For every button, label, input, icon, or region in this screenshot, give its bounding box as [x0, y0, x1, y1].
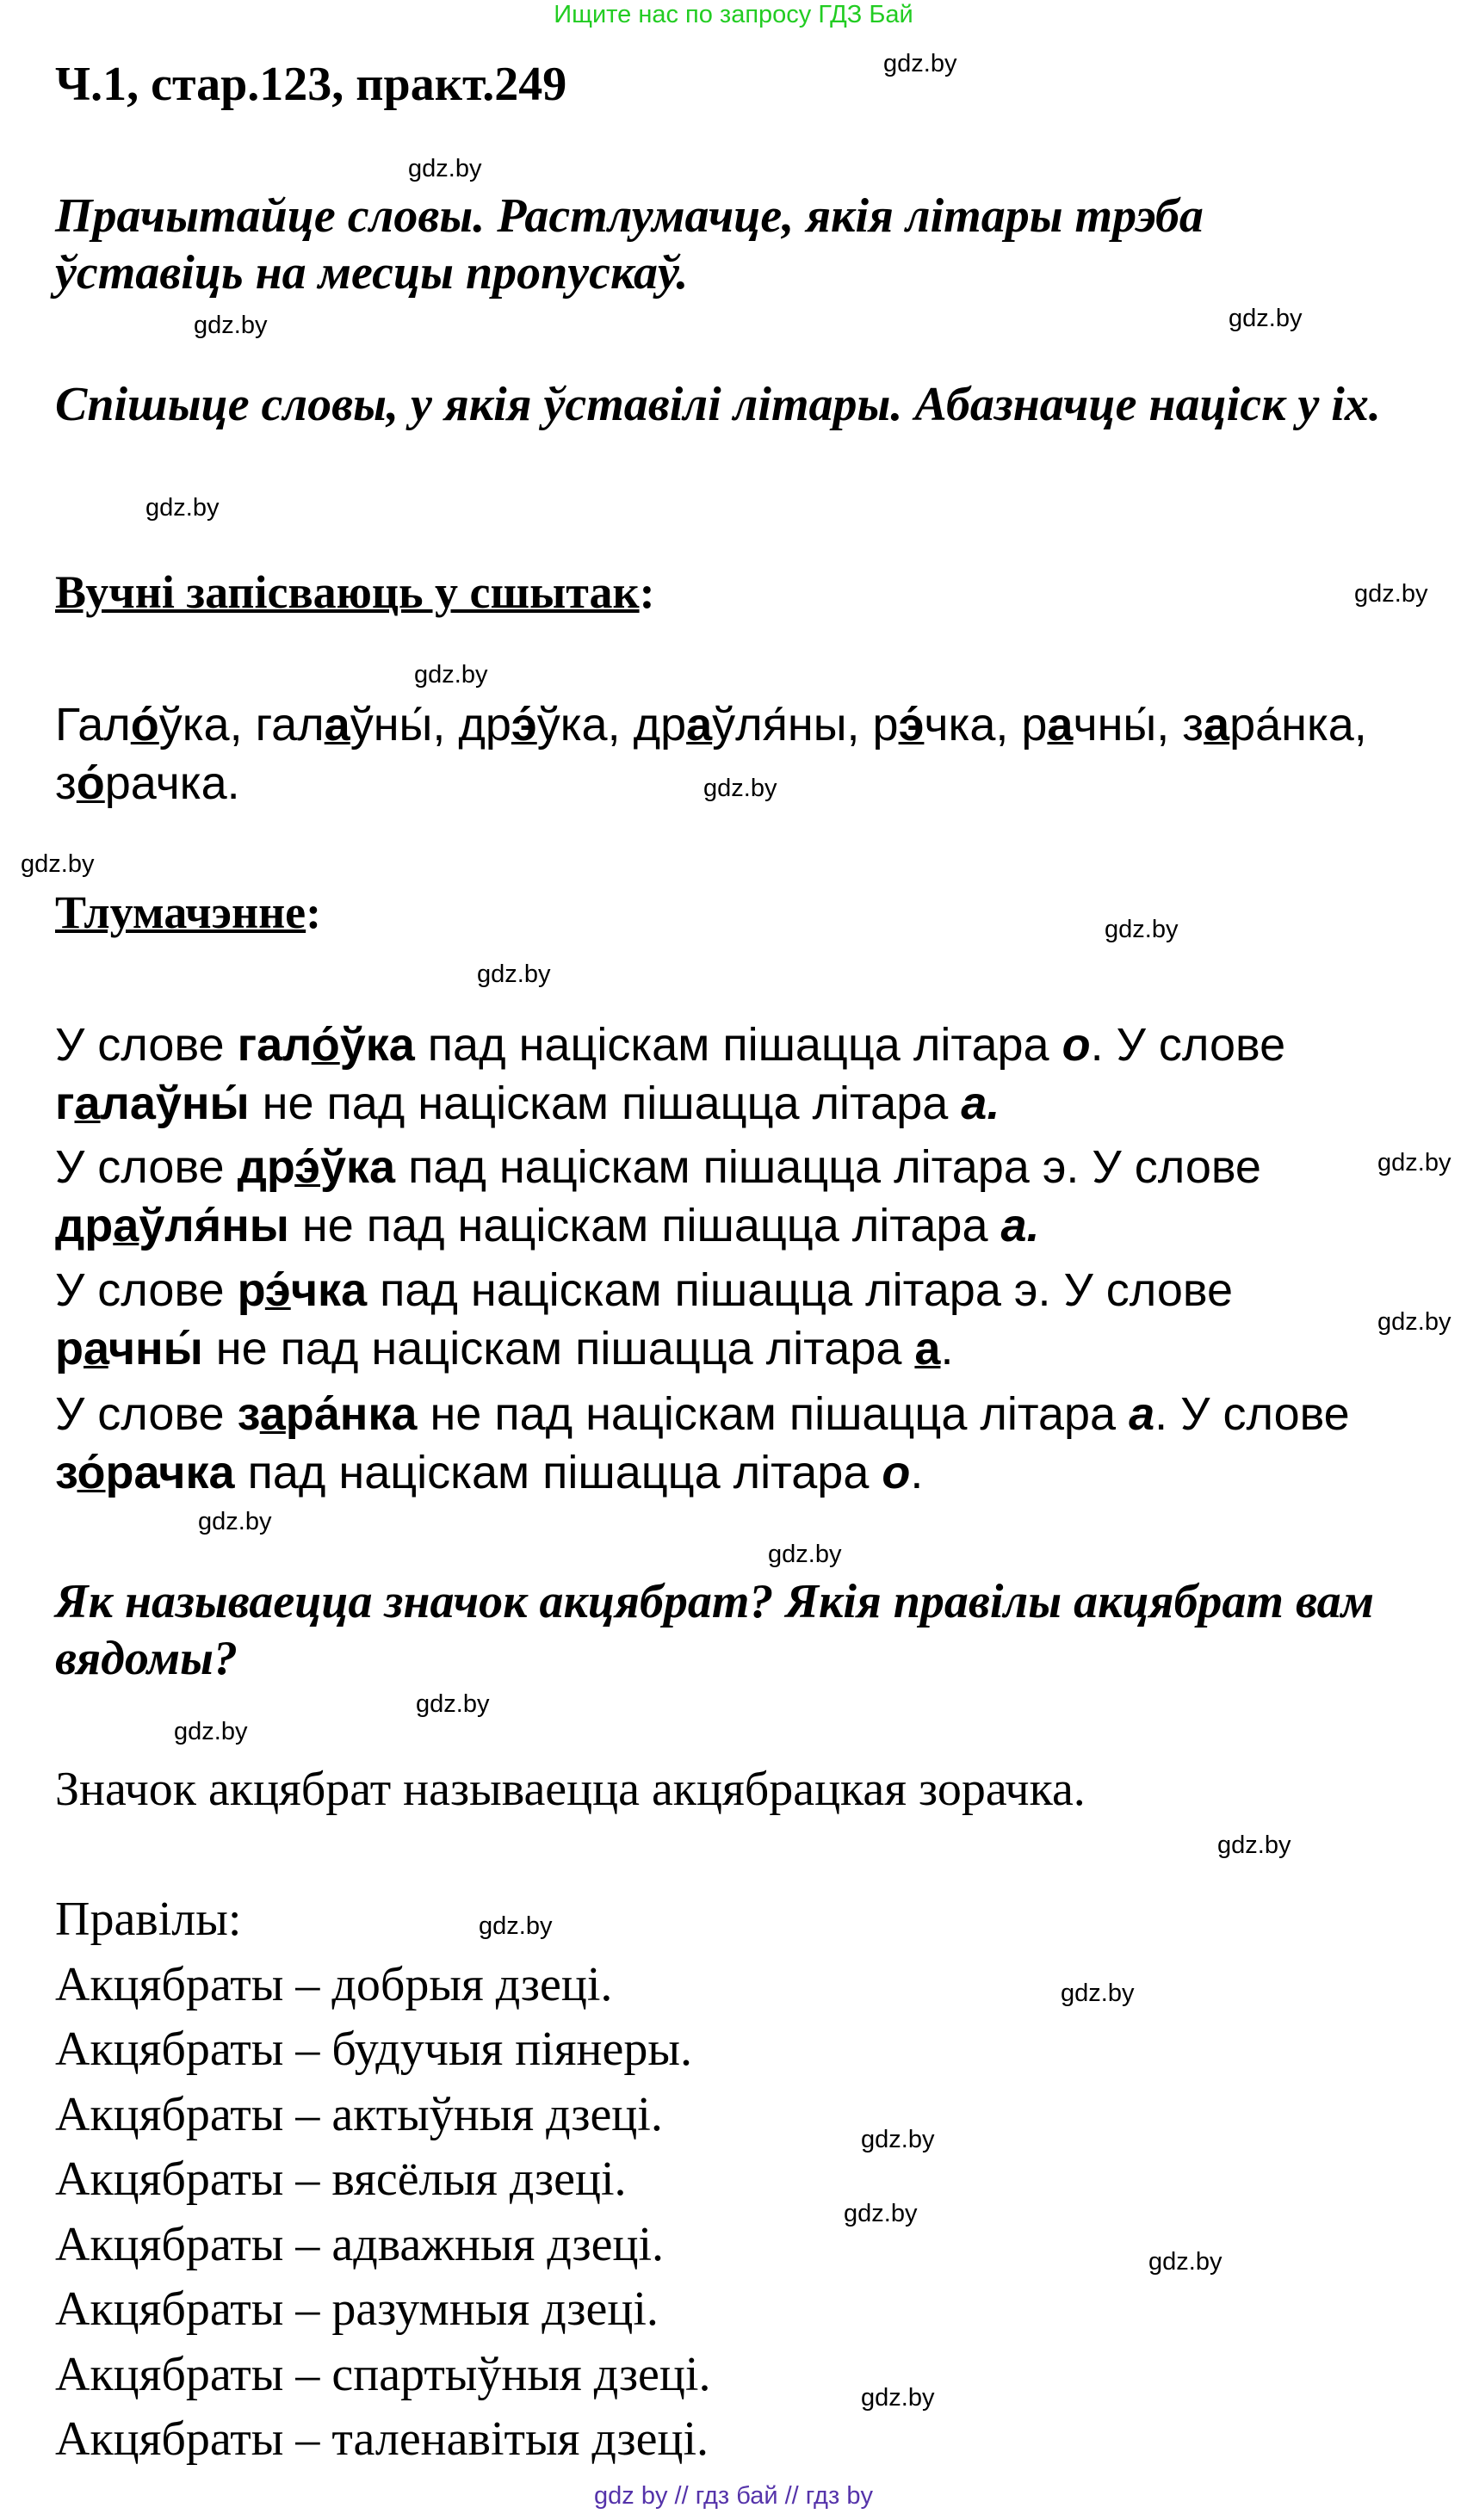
- text-segment: не пад націскам пішацца літара: [417, 1388, 1130, 1440]
- watermark: gdz.by: [861, 2126, 935, 2153]
- text-segment: а.: [1000, 1200, 1040, 1251]
- highlighted-letter: э́: [898, 699, 925, 750]
- text-segment: У слове: [55, 1019, 238, 1071]
- watermark: gdz.by: [21, 850, 95, 878]
- text-segment: не пад націскам пішацца літара: [202, 1323, 915, 1374]
- text-segment: э: [1013, 1264, 1038, 1316]
- watermark: gdz.by: [1217, 1831, 1291, 1859]
- text-segment: г: [55, 1078, 75, 1129]
- watermark: gdz.by: [1148, 2248, 1222, 2276]
- rule-item: Акцябраты – разумныя дзеці.: [55, 2282, 659, 2336]
- text-segment: ўка, гал: [158, 699, 325, 750]
- text-segment: ўка: [339, 1019, 415, 1071]
- explanation-heading: [55, 885, 321, 940]
- rule-item: Акцябраты – будучыя піянеры.: [55, 2023, 692, 2076]
- text-segment: др: [55, 1200, 114, 1251]
- text-segment: У слове: [55, 1264, 238, 1316]
- text-segment: з: [55, 1447, 77, 1498]
- highlighted-letter: о́: [76, 757, 105, 809]
- text-segment: др: [237, 1141, 295, 1193]
- watermark: gdz.by: [174, 1718, 248, 1745]
- watermark: gdz.by: [194, 312, 268, 339]
- heading-colon: :: [306, 886, 322, 938]
- highlighted-letter: а: [84, 1323, 108, 1374]
- rule-item: Акцябраты – добрыя дзеці.: [55, 1958, 613, 2011]
- text-segment: э: [1042, 1141, 1067, 1193]
- question: Як называецца значок акцябрат? Якія правілы акцябрат вам вядомы?: [55, 1575, 1374, 1685]
- text-segment: У слове: [55, 1141, 238, 1193]
- text-segment: гал: [237, 1019, 312, 1071]
- text-segment: пад націскам пішацца літара: [414, 1019, 1062, 1071]
- text-segment: ра́нка: [285, 1388, 418, 1440]
- badge-answer: Значок акцябрат называецца акцябрацкая зорачка.: [55, 1763, 1086, 1816]
- explanation-paragraph: [55, 1016, 1398, 1133]
- text-segment: а: [1129, 1388, 1155, 1440]
- task-instruction-2: Спішыце словы, у якія ўставілі літары. Абазначце націск у іх.: [55, 378, 1381, 431]
- text-segment: .: [940, 1323, 954, 1374]
- text-segment: а.: [961, 1078, 1000, 1129]
- highlighted-letter: о́: [130, 699, 159, 750]
- text-segment: о: [1062, 1019, 1091, 1071]
- text-segment: ўля́ны: [139, 1200, 289, 1251]
- students-write-heading: [55, 565, 655, 620]
- search-banner[interactable]: Ищите нас по запросу ГДЗ Бай: [554, 1, 913, 28]
- text-segment: о: [882, 1447, 911, 1498]
- text-segment: лаўны́: [100, 1078, 250, 1129]
- watermark: gdz.by: [479, 1912, 553, 1940]
- text-segment: з: [55, 757, 77, 809]
- text-segment: пад націскам пішацца літара: [395, 1141, 1043, 1193]
- watermark: gdz.by: [861, 2384, 935, 2412]
- watermark: gdz.by: [1105, 916, 1179, 943]
- highlighted-letter: а: [74, 1078, 101, 1129]
- text-segment: . У слове: [1037, 1264, 1234, 1316]
- watermark: gdz.by: [1229, 305, 1303, 332]
- watermark: gdz.by: [198, 1508, 272, 1535]
- text-segment: рачка: [105, 1447, 235, 1498]
- task-instruction-1: Прачытайце словы. Растлумачце, якія літары трэба ўставіць на месцы пропускаў.: [55, 189, 1204, 300]
- highlighted-letter: э́: [294, 1141, 320, 1193]
- highlighted-letter: а: [324, 699, 350, 750]
- text-segment: У слове: [55, 1388, 238, 1440]
- highlighted-letter: а: [1204, 699, 1230, 750]
- text-segment: ра́нка,: [1229, 699, 1367, 750]
- text-segment: не пад націскам пішацца літара: [288, 1200, 1001, 1251]
- text-segment: ўля́ны, р: [712, 699, 899, 750]
- watermark: gdz.by: [1377, 1308, 1452, 1336]
- rule-item: Акцябраты – актыўныя дзеці.: [55, 2088, 663, 2141]
- text-segment: не пад націскам пішацца літара: [249, 1078, 962, 1129]
- explanation-label: Тлумачэнне: [55, 886, 306, 938]
- highlighted-letter: э́: [511, 699, 537, 750]
- explanation-paragraph: [55, 1385, 1398, 1502]
- text-segment: . У слове: [1066, 1141, 1261, 1193]
- text-segment: пад націскам пішацца літара: [367, 1264, 1014, 1316]
- text-segment: ўка, др: [536, 699, 687, 750]
- watermark: gdz.by: [416, 1690, 490, 1718]
- rule-item: Акцябраты – спартыўныя дзеці.: [55, 2348, 711, 2401]
- rule-item: Акцябраты – вясёлыя дзеці.: [55, 2152, 627, 2206]
- text-segment: чны́, з: [1073, 699, 1204, 750]
- rule-item: Акцябраты – адважныя дзеці.: [55, 2218, 664, 2271]
- highlighted-letter: а: [113, 1200, 139, 1251]
- text-segment: Гал: [55, 699, 131, 750]
- text-segment: пад націскам пішацца літара: [234, 1447, 882, 1498]
- watermark: gdz.by: [414, 661, 488, 689]
- rule-item: Акцябраты – таленавітыя дзеці.: [55, 2412, 709, 2466]
- text-segment: ўка: [319, 1141, 396, 1193]
- page-title: Ч.1, стар.123, практ.249: [55, 58, 567, 111]
- answer-line: [55, 754, 240, 812]
- heading-colon: :: [639, 566, 655, 618]
- highlighted-letter: а: [259, 1388, 286, 1440]
- text-segment: .: [910, 1447, 924, 1498]
- answer-line: [55, 695, 1367, 754]
- text-segment: з: [237, 1388, 260, 1440]
- students-write-label: Вучні запісваюць у сшытак: [55, 566, 640, 618]
- explanation-paragraph: [55, 1138, 1346, 1255]
- watermark: gdz.by: [477, 960, 551, 988]
- watermark: gdz.by: [703, 775, 777, 802]
- highlighted-letter: э́: [264, 1264, 291, 1316]
- highlighted-letter: а: [1047, 699, 1074, 750]
- watermark: gdz.by: [408, 155, 482, 182]
- watermark: gdz.by: [145, 494, 220, 522]
- rules-label: Правілы:: [55, 1893, 242, 1946]
- highlighted-letter: а: [686, 699, 713, 750]
- watermark: gdz.by: [1354, 580, 1428, 608]
- text-segment: чка, р: [924, 699, 1048, 750]
- highlighted-letter: о́: [77, 1447, 106, 1498]
- watermark: gdz.by: [768, 1541, 842, 1568]
- watermark: gdz.by: [1061, 1980, 1135, 2007]
- highlighted-letter: а: [914, 1323, 941, 1374]
- text-segment: ўны́, др: [350, 699, 511, 750]
- text-segment: чны́: [108, 1323, 203, 1374]
- footer-links[interactable]: gdz by // гдз бай // гдз by: [594, 2482, 873, 2510]
- watermark: gdz.by: [844, 2200, 918, 2227]
- text-segment: . У слове: [1090, 1019, 1286, 1071]
- watermark: gdz.by: [883, 50, 957, 77]
- text-segment: чка: [290, 1264, 368, 1316]
- text-segment: рачка.: [104, 757, 240, 809]
- text-segment: р: [55, 1323, 84, 1374]
- explanation-paragraph: [55, 1261, 1346, 1378]
- highlighted-letter: о́: [311, 1019, 340, 1071]
- watermark: gdz.by: [1377, 1149, 1452, 1177]
- text-segment: р: [237, 1264, 265, 1316]
- text-segment: . У слове: [1154, 1388, 1350, 1440]
